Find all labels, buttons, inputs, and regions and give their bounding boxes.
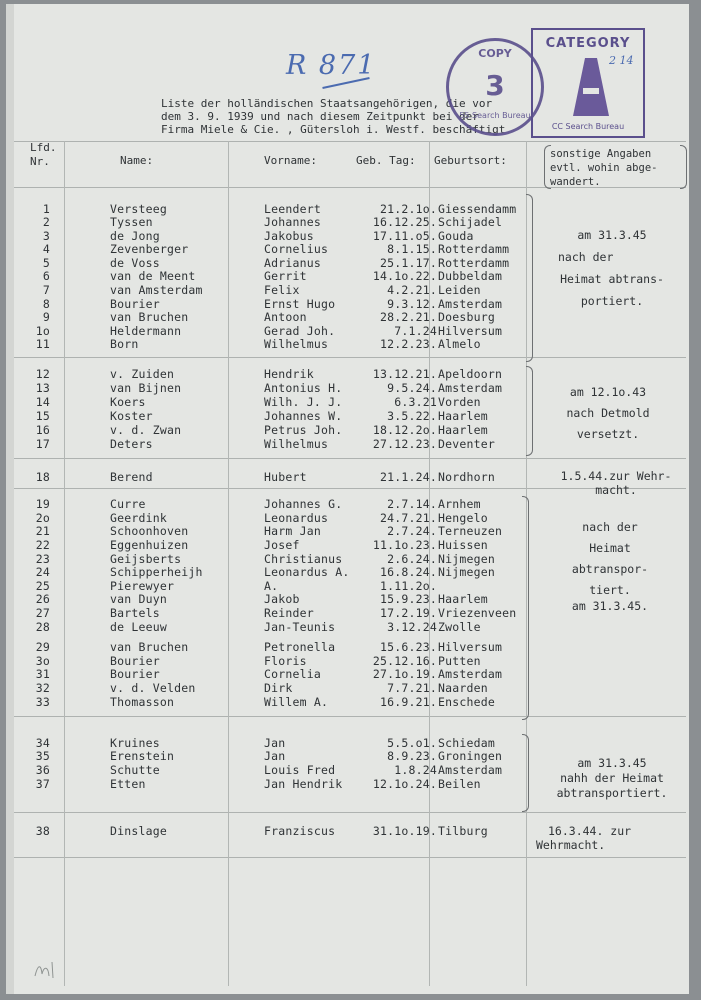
row-name: Dinslage [110, 824, 167, 838]
row-name: Koster [110, 409, 153, 423]
row-nr: 6 [42, 269, 50, 283]
row-nr: 5 [42, 256, 50, 270]
row-nr: 23 [35, 552, 50, 566]
category-stamp-title: CATEGORY [545, 36, 631, 51]
row-name: Bourier [110, 667, 160, 681]
col-line-1 [64, 141, 65, 986]
row-name: Erenstein [110, 749, 175, 763]
row-vorname: Gerad Joh. [264, 324, 336, 338]
row-ort: Terneuzen [438, 524, 503, 538]
note-g2-l2: nach Detmold [566, 406, 650, 420]
row-geb: 7.1.24 [394, 324, 437, 338]
row-name: Curre [110, 497, 146, 511]
row-geb: 6.3.21 [394, 395, 437, 409]
row-ort: Amsterdam [438, 297, 503, 311]
row-name: Kruines [110, 736, 160, 750]
row-name: Koers [110, 395, 146, 409]
row-ort: Rotterdamm [438, 256, 510, 270]
row-geb: 25.1.17. [380, 256, 437, 270]
row-nr: 8 [42, 297, 50, 311]
row-geb: 21.1.24. [380, 470, 437, 484]
row-vorname: Hendrik [264, 367, 314, 381]
row-name: Berend [110, 470, 153, 484]
handwritten-reference: R 871 [286, 50, 377, 81]
row-vorname: Reinder [264, 606, 314, 620]
row-name: Versteeg [110, 202, 167, 216]
row-nr: 3 [42, 229, 50, 243]
row-name: van Bijnen [110, 381, 182, 395]
note-g1-l1: am 31.3.45 [577, 228, 647, 242]
row-vorname: Johannes G. [264, 497, 343, 511]
row-name: Heldermann [110, 324, 182, 338]
note-g6-l2: Wehrmacht. [536, 838, 606, 852]
row-name: van Bruchen [110, 310, 189, 324]
col-header-nr: Lfd. Nr. [30, 141, 57, 168]
note-group-4 [540, 517, 680, 611]
row-geb: 27.1o.19. [372, 667, 437, 681]
row-geb: 8.1.15. [387, 242, 437, 256]
title-line-3: Firma Miele & Cie. , Gütersloh i. Westf. beschäftigt [161, 123, 506, 136]
note-g1-l3: Heimat abtrans- [560, 272, 664, 286]
row-ort: Amsterdam [438, 763, 503, 777]
row-vorname: Wilhelmus [264, 337, 329, 351]
row-name: Schoonhoven [110, 524, 189, 538]
row-vorname: Cornelia [264, 667, 321, 681]
title-line-1: Liste der holländischen Staatsangehörigen, die vor [161, 97, 493, 110]
category-a-mark [571, 56, 611, 118]
group-brace-5 [522, 734, 529, 812]
row-vorname: Jan Hendrik [264, 777, 343, 791]
row-geb: 2.7.24. [387, 524, 437, 538]
rule-g2 [14, 458, 686, 459]
row-geb: 21.2.1o. [380, 202, 437, 216]
row-name: Schutte [110, 763, 160, 777]
row-name: v. d. Zwan [110, 423, 182, 437]
row-geb: 9.5.24. [387, 381, 437, 395]
row-nr: 14 [35, 395, 50, 409]
rule-g5 [14, 812, 686, 813]
row-nr: 25 [35, 579, 50, 593]
row-geb: 11.1o.23. [372, 538, 437, 552]
row-vorname: Petronella [264, 640, 336, 654]
row-nr: 11 [35, 337, 50, 351]
row-ort: Haarlem [438, 409, 488, 423]
row-geb: 28.2.21. [380, 310, 437, 324]
row-geb: 1.11.2o. [380, 579, 437, 593]
row-name: de Voss [110, 256, 160, 270]
row-name: v. Zuiden [110, 367, 175, 381]
row-nr: 31 [35, 667, 50, 681]
row-name: Zevenberger [110, 242, 189, 256]
row-name: Schipperheijh [110, 565, 203, 579]
row-vorname: Johannes W. [264, 409, 343, 423]
row-nr: 1 [42, 202, 50, 216]
row-ort: Naarden [438, 681, 488, 695]
row-ort: Arnhem [438, 497, 481, 511]
col-line-2 [228, 141, 229, 986]
row-geb: 4.2.21. [387, 283, 437, 297]
note-g1-l2: nach der [558, 250, 614, 264]
row-ort: Dubbeldam [438, 269, 503, 283]
row-nr: 17 [35, 437, 50, 451]
row-vorname: Jan-Teunis [264, 620, 336, 634]
row-ort: Nijmegen [438, 552, 495, 566]
row-geb: 13.12.21. [372, 367, 437, 381]
row-name: de Jong [110, 229, 160, 243]
row-ort: Beilen [438, 777, 481, 791]
row-vorname: Wilhelmus [264, 437, 329, 451]
row-vorname: Gerrit [264, 269, 307, 283]
col-header-name: Name: [120, 154, 154, 167]
row-ort: Putten [438, 654, 481, 668]
row-ort: Hilversum [438, 324, 503, 338]
row-name: Thomasson [110, 695, 175, 709]
row-ort: Haarlem [438, 423, 488, 437]
row-geb: 25.12.16. [372, 654, 437, 668]
row-geb: 2.7.14. [387, 497, 437, 511]
row-vorname: Jan [264, 749, 286, 763]
row-ort: Haarlem [438, 592, 488, 606]
row-geb: 18.12.2o. [372, 423, 437, 437]
note-g5-l2: nahh der Heimat [560, 771, 664, 785]
row-nr: 36 [35, 763, 50, 777]
row-name: Pierewyer [110, 579, 175, 593]
note-g1-l4: portiert. [580, 294, 644, 308]
row-nr: 3o [35, 654, 50, 668]
copy-stamp-number: 3 [485, 69, 505, 102]
row-vorname: Hubert [264, 470, 307, 484]
row-vorname: Ernst Hugo [264, 297, 336, 311]
row-vorname: Antonius H. [264, 381, 343, 395]
row-nr: 38 [35, 824, 50, 838]
row-vorname: Harm Jan [264, 524, 321, 538]
row-nr: 4 [42, 242, 50, 256]
rule-g1 [14, 357, 686, 358]
row-geb: 27.12.23. [372, 437, 437, 451]
header-brace-left [544, 145, 551, 189]
col-header-ort: Geburtsort: [434, 154, 507, 167]
row-ort: Vorden [438, 395, 481, 409]
row-vorname: Leonardus A. [264, 565, 350, 579]
row-ort: Apeldoorn [438, 367, 503, 381]
document-sheet [6, 4, 689, 994]
row-name: van Bruchen [110, 640, 189, 654]
row-geb: 31.1o.19. [372, 824, 437, 838]
row-ort: Vriezenveen [438, 606, 517, 620]
note-group-6 [536, 824, 676, 852]
row-geb: 8.9.23. [387, 749, 437, 763]
row-geb: 15.6.23. [380, 640, 437, 654]
group-brace-2 [526, 366, 533, 456]
row-nr: 33 [35, 695, 50, 709]
row-geb: 15.9.23. [380, 592, 437, 606]
row-name: Bourier [110, 654, 160, 668]
rule-top [14, 141, 686, 142]
row-nr: 34 [35, 736, 50, 750]
row-nr: 9 [42, 310, 50, 324]
row-nr: 28 [35, 620, 50, 634]
row-nr: 7 [42, 283, 50, 297]
row-geb: 3.5.22. [387, 409, 437, 423]
note-g2-l3: versetzt. [576, 427, 640, 441]
note-g3-l2: macht. [595, 483, 637, 497]
note-group-3 [546, 469, 686, 497]
row-name: Eggenhuizen [110, 538, 189, 552]
row-name: v. d. Velden [110, 681, 196, 695]
row-nr: 13 [35, 381, 50, 395]
row-nr: 32 [35, 681, 50, 695]
row-ort: Zwolle [438, 620, 481, 634]
row-vorname: Petrus Joh. [264, 423, 343, 437]
row-vorname: Franziscus [264, 824, 336, 838]
row-vorname: Jan [264, 736, 286, 750]
note-g4-l1: nach der [582, 520, 638, 534]
row-nr: 37 [35, 777, 50, 791]
row-nr: 18 [35, 470, 50, 484]
row-vorname: Antoon [264, 310, 307, 324]
copy-stamp-ring: 55 Search Bureau [459, 111, 531, 120]
title-line-2: dem 3. 9. 1939 und nach diesem Zeitpunkt bei der [161, 110, 479, 123]
row-vorname: Cornelius [264, 242, 329, 256]
row-ort: Nijmegen [438, 565, 495, 579]
row-vorname: Johannes [264, 215, 321, 229]
row-geb: 17.2.19. [380, 606, 437, 620]
row-geb: 16.9.21. [380, 695, 437, 709]
row-name: Bourier [110, 297, 160, 311]
note-g5-l1: am 31.3.45 [577, 756, 647, 770]
row-nr: 27 [35, 606, 50, 620]
note-g4-l3: abtranspor- [571, 562, 649, 576]
row-nr: 12 [35, 367, 50, 381]
row-ort: Amsterdam [438, 381, 503, 395]
row-vorname: Jakob [264, 592, 300, 606]
row-nr: 22 [35, 538, 50, 552]
row-geb: 5.5.o1. [387, 736, 437, 750]
row-nr: 1o [35, 324, 50, 338]
row-name: Geerdink [110, 511, 167, 525]
row-vorname: Floris [264, 654, 307, 668]
note-g4-l2: Heimat [589, 541, 631, 555]
row-geb: 12.2.23. [380, 337, 437, 351]
row-ort: Almelo [438, 337, 481, 351]
row-name: de Leeuw [110, 620, 167, 634]
copy-stamp [446, 38, 544, 136]
row-ort: Hilversum [438, 640, 503, 654]
row-geb: 17.11.o5. [372, 229, 437, 243]
row-vorname: Dirk [264, 681, 293, 695]
row-ort: Tilburg [438, 824, 488, 838]
category-stamp-bottom: CC Search Bureau [551, 122, 625, 131]
row-name: Etten [110, 777, 146, 791]
row-ort: Hengelo [438, 511, 488, 525]
note-group-5 [542, 756, 682, 801]
row-ort: Schiedam [438, 736, 495, 750]
row-geb: 3.12.24 [387, 620, 437, 634]
row-nr: 15 [35, 409, 50, 423]
row-ort: Doesburg [438, 310, 495, 324]
row-geb: 14.1o.22. [372, 269, 437, 283]
note-g4-l5: am 31.3.45. [571, 599, 649, 613]
row-nr: 16 [35, 423, 50, 437]
row-nr: 24 [35, 565, 50, 579]
row-geb: 2.6.24. [387, 552, 437, 566]
row-ort: Giessendamm [438, 202, 517, 216]
col-header-geb: Geb. Tag: [356, 154, 416, 167]
row-nr: 26 [35, 592, 50, 606]
row-geb: 7.7.21. [387, 681, 437, 695]
row-nr: 2o [35, 511, 50, 525]
row-name: Deters [110, 437, 153, 451]
row-name: Geijsberts [110, 552, 182, 566]
row-ort: Gouda [438, 229, 474, 243]
row-geb: 16.12.25. [372, 215, 437, 229]
col-header-notes: sonstige Angaben evtl. wohin abge- wandert. [550, 148, 658, 188]
row-vorname: A. [264, 579, 279, 593]
row-vorname: Josef [264, 538, 300, 552]
note-g2-l1: am 12.1o.43 [569, 385, 647, 399]
row-ort: Groningen [438, 749, 503, 763]
row-vorname: Wilh. J. J. [264, 395, 343, 409]
row-nr: 21 [35, 524, 50, 538]
category-handwritten: 2 14 [609, 54, 634, 67]
note-group-2 [538, 382, 678, 445]
row-vorname: Adrianus [264, 256, 321, 270]
row-nr: 35 [35, 749, 50, 763]
header-brace-right [680, 145, 687, 189]
row-ort: Amsterdam [438, 667, 503, 681]
row-ort: Huissen [438, 538, 488, 552]
row-geb: 12.1o.24. [372, 777, 437, 791]
row-ort: Schijadel [438, 215, 503, 229]
row-vorname: Leendert [264, 202, 321, 216]
rule-g6 [14, 857, 686, 858]
note-g6-l1: 16.3.44. zur [548, 824, 632, 838]
row-name: van de Meent [110, 269, 196, 283]
row-ort: Rotterdamm [438, 242, 510, 256]
row-geb: 9.3.12. [387, 297, 437, 311]
row-ort: Nordhorn [438, 470, 495, 484]
row-geb: 24.7.21. [380, 511, 437, 525]
rule-g4 [14, 716, 686, 717]
note-g5-l3: abtransportiert. [556, 786, 668, 800]
row-vorname: Jakobus [264, 229, 314, 243]
row-vorname: Louis Fred [264, 763, 336, 777]
row-ort: Leiden [438, 283, 481, 297]
row-name: Bartels [110, 606, 160, 620]
row-name: van Duyn [110, 592, 167, 606]
row-geb: 1.8.24 [394, 763, 437, 777]
note-g3-l1: 1.5.44.zur Wehr- [560, 469, 672, 483]
row-nr: 2 [42, 215, 50, 229]
row-vorname: Leonardus [264, 511, 329, 525]
category-stamp [531, 28, 645, 138]
row-vorname: Christianus [264, 552, 343, 566]
row-nr: 29 [35, 640, 50, 654]
row-vorname: Felix [264, 283, 300, 297]
row-vorname: Willem A. [264, 695, 329, 709]
group-brace-4 [522, 496, 529, 720]
group-brace-1 [526, 194, 533, 362]
note-g4-l4: tiert. [589, 583, 631, 597]
col-header-vorname: Vorname: [264, 154, 317, 167]
row-geb: 16.8.24. [380, 565, 437, 579]
row-ort: Enschede [438, 695, 495, 709]
pencil-mark [32, 956, 58, 982]
row-nr: 19 [35, 497, 50, 511]
note-group-1 [542, 224, 682, 312]
copy-stamp-top: COPY [478, 47, 512, 60]
row-ort: Deventer [438, 437, 495, 451]
row-name: Tyssen [110, 215, 153, 229]
row-name: Born [110, 337, 139, 351]
row-name: van Amsterdam [110, 283, 203, 297]
